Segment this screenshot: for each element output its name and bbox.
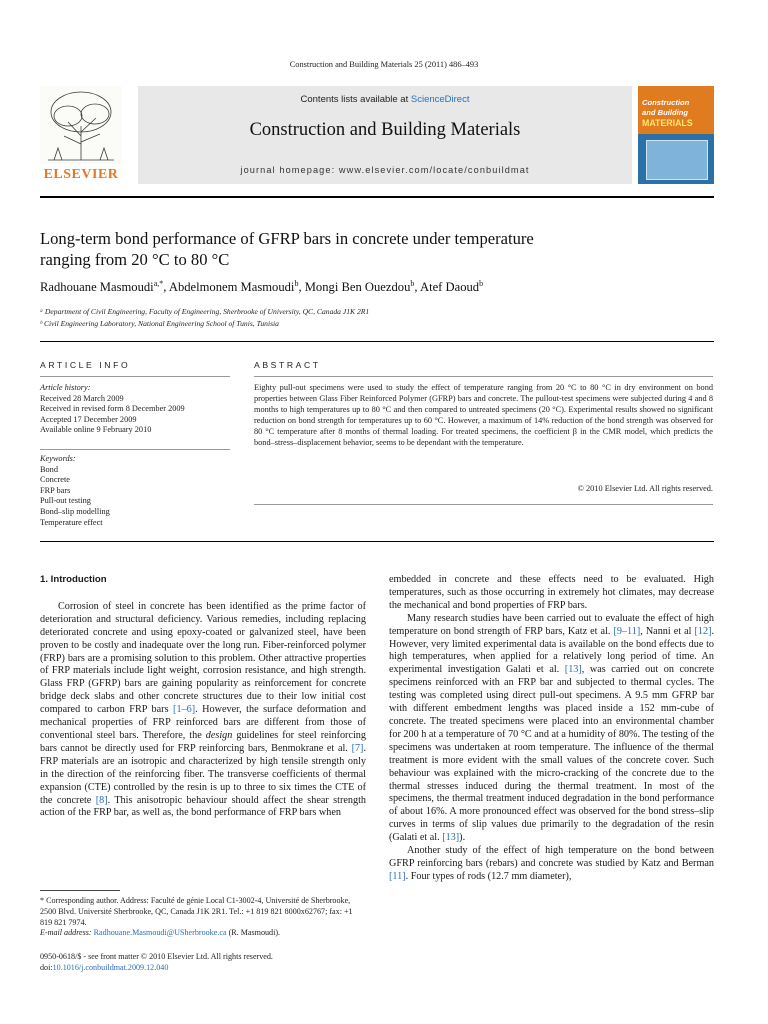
text-run: . FRP materials are an isotropic and characterized by high tensile strength only in the direction of the reinforcing fiber. The transverse coefficients of thermal expansion (CTE) controlled by the resin is up to three to six times the CTE of the concrete: [40, 742, 366, 806]
contents-prefix: Contents lists available at: [300, 94, 411, 105]
text-run: . Four types of rods (12.7 mm diameter),: [405, 870, 572, 882]
doi-link[interactable]: 10.1016/j.conbuildmat.2009.12.040: [52, 962, 169, 972]
text-run: Another study of the effect of high temperature on the bond between GFRP reinforcing bars (rebars) and concrete was studied by Katz and Berman: [389, 845, 714, 869]
affiliation-a: ᵃ Department of Civil Engineering, Faculty of Engineering, Sherbrooke of University, QC, Canada J1K 2R1: [40, 307, 370, 316]
text-run: . However, very limited experimental data is available on the bond effects due to high temperatures, when applied for a relatively long period of time. An experimental investigation Galati et al.: [389, 625, 715, 676]
revised-date: Received in revised form 8 December 2009: [40, 404, 185, 414]
paragraph: [40, 601, 366, 820]
keywords-block: [40, 454, 230, 528]
text-run: ).: [459, 832, 466, 844]
affiliation-b: ᵇ Civil Engineering Laboratory, National Engineering School of Tunis, Tunisia: [40, 319, 279, 328]
journal-citation: Construction and Building Materials 25 (2011) 486–493: [289, 60, 479, 69]
keywords-label: Keywords:: [40, 454, 76, 463]
email-label: E-mail address:: [40, 928, 94, 938]
section-heading-introduction: 1. Introduction: [40, 574, 107, 585]
cover-title-1: Construction: [642, 98, 690, 107]
body-rule: [40, 541, 714, 542]
keyword-item: Bond: [40, 464, 58, 474]
article-info-heading: ARTICLE INFO: [40, 360, 131, 370]
author-affil-mark: b: [294, 279, 299, 288]
citation-link[interactable]: [13]: [442, 832, 460, 844]
article-info-rule: [40, 376, 230, 377]
corresponding-author-footnote: [40, 896, 366, 939]
publisher-name: ELSEVIER: [43, 167, 119, 182]
abstract-bottom-rule: [254, 504, 713, 505]
author-name[interactable]: Radhouane Masmoudi: [40, 280, 154, 295]
paper-title-line1: Long-term bond performance of GFRP bars in concrete under temperature: [40, 229, 534, 248]
keyword-item: Pull-out testing: [40, 496, 91, 506]
abstract-heading: ABSTRACT: [254, 360, 321, 370]
citation-link[interactable]: [7]: [351, 742, 364, 754]
text-run: Many research studies have been carried out to evaluate the effect of high temperature on bond strength of FRP bars, Katz et al.: [389, 612, 714, 637]
citation-link[interactable]: [11]: [389, 870, 406, 882]
sciencedirect-link[interactable]: ScienceDirect: [410, 94, 470, 105]
text-run: . This anisotropic behaviour should affect the shear strength action of the FRP bar, as well as, the bond performance of FRP bars when: [40, 794, 366, 819]
received-date: Received 28 March 2009: [40, 393, 124, 403]
article-history: [40, 383, 230, 436]
author-name[interactable]: Mongi Ben Ouezdou: [304, 280, 411, 295]
text-run: , was carried out on concrete specimens reinforced with an FRP bar and subjected to thermal cycles. The testing was completed using direct pull-out specimens. A 9.5 mm GFRP bar with different embedment lengths was placed inside a 152 mm-cube of concrete. The treated specimens were placed into an environmental chamber for 200 h at a temperature of 70 °C and at a humidity of 80%. The testing of the specimens was undertaken at room temperature. The influence of the thermal treatment is more evident with the small values of the concrete cover. Such behaviour was explained with the micro-cracking of the concrete due to the thermal stresses induced during the thermal treatment. In most of the specimens, the thermal treatment induced degradation in the bond performance of about 16%. A more pronounced effect was observed for the bond stress–slip curves in terms of slip values due primarily to the degradation of the resin (Galati et al.: [389, 664, 714, 844]
online-date: Available online 9 February 2010: [40, 425, 152, 435]
history-label: Article history:: [40, 383, 91, 392]
doi-line: [40, 963, 380, 974]
citation-link[interactable]: [8]: [95, 794, 108, 806]
cover-title-3: MATERIALS: [642, 118, 693, 128]
citation-link[interactable]: [1–6]: [173, 704, 196, 716]
header-rule: [40, 196, 714, 198]
citation-link[interactable]: [12]: [694, 625, 712, 637]
tree-logo-icon: [40, 86, 122, 164]
email-suffix: (R. Masmoudi).: [226, 928, 281, 938]
issn-line: 0950-0618/$ - see front matter © 2010 Elsevier Ltd. All rights reserved.: [40, 952, 273, 961]
author-name[interactable]: Abdelmonem Masmoudi: [168, 280, 295, 295]
text-run: guidelines for steel reinforcing bars cannot be directly used for FRP reinforcing bars, Benmokrane et al.: [40, 729, 366, 754]
author-affil-mark: a,*: [153, 279, 164, 288]
body-left-column: [40, 574, 366, 820]
citation-link[interactable]: [13]: [564, 664, 582, 676]
keyword-item: Bond–slip modelling: [40, 506, 110, 516]
section-rule: [40, 341, 714, 342]
journal-cover: [638, 86, 714, 184]
text-run: . However, the surface deformation and mechanical properties of FRP reinforced bars are different from those of conventional steel bars. Therefore, the: [40, 704, 367, 741]
author-list: Radhouane Masmoudi$^{a,*}$, Abdelmonem Masmoudi$^b$, Mongi Ben Ouezdou$^b$, Atef Daoud$^b$: [40, 279, 484, 295]
cover-image: [646, 140, 708, 180]
abstract-copyright: © 2010 Elsevier Ltd. All rights reserved.: [577, 484, 713, 493]
paragraph: embedded in concrete and these effects need to be evaluated. High temperatures, such as those occurring in extremely hot climates, may decrease the mechanical and bond properties of FRP bars.: [389, 574, 714, 611]
keyword-item: Concrete: [40, 475, 70, 485]
email-link[interactable]: Radhouane.Masmoudi@USherbrooke.ca: [93, 928, 227, 938]
corresponding-author-text: * Corresponding author. Address: Faculté de génie Local C1-3002-4, Université de Sherbrooke, 2500 Blvd. Université Sherbrooke, QC, Canada J1K 2R1. Tel.: +1 819 821 8000x62767; fax: +1 819 821 7974.: [40, 896, 353, 927]
author-name[interactable]: Atef Daoud: [419, 280, 480, 295]
journal-homepage[interactable]: journal homepage: www.elsevier.com/locate/conbuildmat: [240, 165, 530, 175]
abstract-rule: [254, 376, 713, 377]
text-run: design: [205, 729, 233, 741]
paragraph: [389, 613, 714, 845]
cover-title-2: and Building: [642, 108, 688, 117]
contents-line: [138, 94, 632, 105]
text-run: , Nanni et al: [640, 625, 695, 637]
citation-link[interactable]: [9–11]: [613, 625, 641, 637]
paper-title-line2: ranging from 20 °C to 80 °C: [40, 250, 230, 269]
author-affil-mark: b: [410, 279, 415, 288]
keyword-item: Temperature effect: [40, 517, 103, 527]
author-affil-mark: b: [479, 279, 484, 288]
body-right-column: [389, 574, 714, 884]
accepted-date: Accepted 17 December 2009: [40, 414, 137, 424]
page-footer: [40, 952, 380, 974]
abstract-text: Eighty pull-out specimens were used to study the effect of temperature ranging from 20 °C to 80 °C in dry environment on bond properties between Glass Fiber Reinforced Polymer (GFRP) bars and concrete. The pullout-test specimens were subjected during 4 and 8 months to high temperatures up to 80 °C and then compared to untreated specimens (20 °C). Experimental results showed no significant reduction on bond strength for temperatures up to 60 °C. However, a maximum of 14% reduction of the bond strength was observed for 80 °C temperature after 8 months of thermal loading. For treated specimens, the coefficient β in the CMR model, which predicts the bond–stress–displacement behavior, seems to be dependant with the temperature.: [254, 383, 713, 447]
paper-title: [40, 228, 700, 270]
keyword-item: FRP bars: [40, 485, 71, 495]
text-run: Corrosion of steel in concrete has been identified as the prime factor of deterioration and structural deficiency. Various remedies, including replacing deteriorated concrete and using epoxy-coated or galvanized steel, have been proven to be costly and inadequate over the long run. Fiber-reinforced polymer (FRP) bars are a promising solution to this problem. Other attractive properties of FRP materials include light weight, corrosion resistance, and high strength. Glass FRP (GFRP) bars are gaining popularity as reinforcement for concrete bridge deck slabs and other concrete structures due to their low initial cost compared to carbon FRP bars: [40, 600, 366, 716]
journal-title: Construction and Building Materials: [249, 120, 521, 140]
email-line: [40, 928, 366, 939]
paragraph: [389, 845, 714, 884]
footnote-rule: [40, 890, 120, 891]
doi-label: doi:: [40, 962, 53, 972]
keywords-rule: [40, 449, 230, 450]
